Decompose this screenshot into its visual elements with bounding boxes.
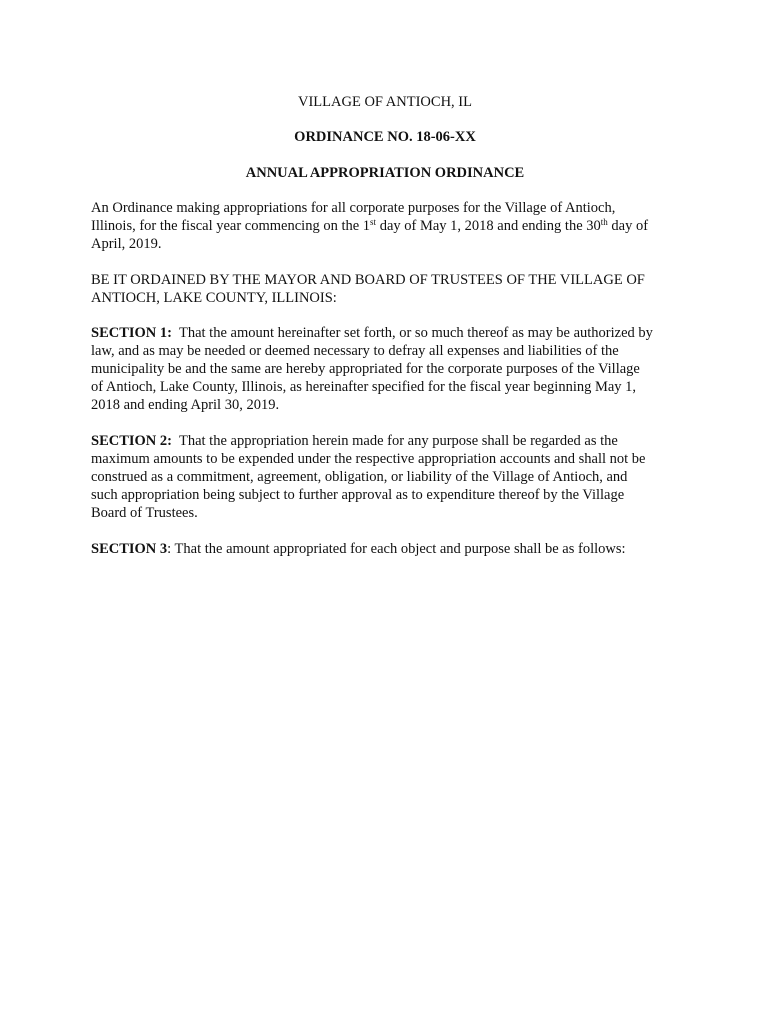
section-1-heading: SECTION 1:	[91, 325, 172, 341]
intro-line: April, 2019.	[91, 236, 162, 252]
intro-text: Illinois, for the fiscal year commencing on the 1	[91, 218, 371, 234]
section-2-line: such appropriation being subject to further approval as to expenditure thereof by the Village	[91, 487, 625, 503]
section-1-line: of Antioch, Lake County, Illinois, as hereinafter specified for the fiscal year beginning May 1,	[91, 379, 637, 395]
section-1-line: 2018 and ending April 30, 2019.	[91, 397, 280, 413]
ordinal-suffix: th	[600, 217, 608, 227]
intro-line	[91, 217, 691, 235]
intro-paragraph	[91, 199, 691, 253]
municipality-heading: VILLAGE OF ANTIOCH, IL	[298, 94, 472, 110]
section-2-line: Board of Trustees.	[91, 505, 198, 521]
intro-line: An Ordinance making appropriations for all corporate purposes for the Village of Antioch,	[91, 200, 616, 216]
section-2-heading: SECTION 2:	[91, 433, 172, 449]
section-1	[91, 324, 691, 414]
section-2-text: That the appropriation herein made for any purpose shall be regarded as the	[178, 433, 618, 449]
intro-text: day of May 1, 2018 and ending the 30	[376, 218, 601, 234]
section-2-line: construed as a commitment, agreement, obligation, or liability of the Village of Antioch, and	[91, 469, 628, 485]
section-2-line	[91, 432, 691, 450]
section-2-line: maximum amounts to be expended under the respective appropriation accounts and shall not be	[91, 451, 646, 467]
section-1-line	[91, 324, 691, 342]
ordinance-title: ANNUAL APPROPRIATION ORDINANCE	[245, 165, 525, 181]
section-1-line: municipality be and the same are hereby appropriated for the corporate purposes of the Village	[91, 361, 640, 377]
enactment-line: ANTIOCH, LAKE COUNTY, ILLINOIS:	[91, 290, 337, 306]
section-3-line	[91, 540, 691, 558]
section-1-line: law, and as may be needed or deemed necessary to defray all expenses and liabilities of the	[91, 343, 619, 359]
section-1-text: That the amount hereinafter set forth, or so much thereof as may be authorized by	[178, 325, 653, 341]
enactment-line: BE IT ORDAINED BY THE MAYOR AND BOARD OF TRUSTEES OF THE VILLAGE OF	[91, 272, 645, 288]
intro-text: day of	[607, 218, 649, 234]
enactment-clause	[91, 271, 691, 307]
section-2	[91, 432, 691, 522]
section-3-heading: SECTION 3	[91, 541, 168, 557]
ordinance-number: ORDINANCE NO. 18-06-XX	[294, 129, 476, 145]
ordinal-suffix: st	[370, 217, 377, 227]
section-3-text: : That the amount appropriated for each object and purpose shall be as follows:	[167, 541, 626, 557]
section-3	[91, 540, 691, 558]
